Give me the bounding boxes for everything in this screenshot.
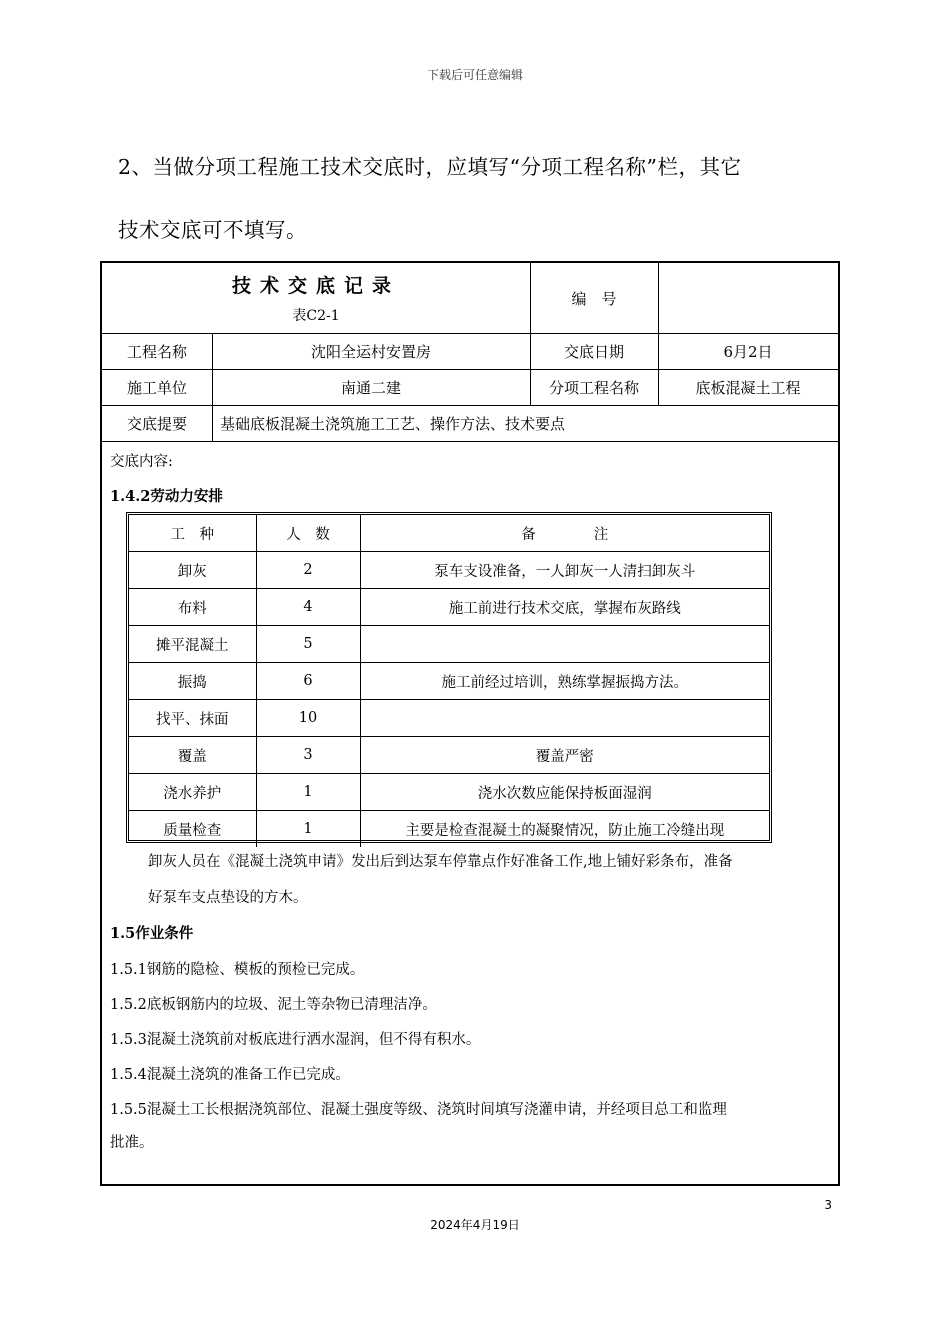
disclosure-date-label: 交底日期: [563, 342, 624, 361]
table-row: [129, 737, 769, 774]
content-label: 交底内容:: [110, 454, 173, 470]
project-name-label: 工程名称: [126, 342, 187, 361]
condition-item: 1.5.4混凝土浇筑的准备工作已完成。: [110, 1067, 350, 1083]
table-row: [129, 626, 769, 663]
form-number: 表C2-1: [292, 308, 340, 324]
page-number: 3: [824, 1198, 832, 1212]
count-cell: 6: [256, 663, 360, 700]
remark-cell: 主要是检查混凝土的凝聚情况，防止施工冷缝出现: [360, 811, 769, 848]
remark-cell: 泵车支设准备，一人卸灰一人清扫卸灰斗: [360, 552, 769, 589]
remark-cell: [360, 700, 769, 737]
trade-cell: 找平、抹面: [129, 700, 256, 737]
trade-cell: 覆盖: [129, 737, 256, 774]
form-title: 技术交底记录: [231, 274, 400, 297]
contractor-label: 施工单位: [126, 378, 187, 397]
condition-item: 1.5.1钢筋的隐检、模板的预检已完成。: [110, 962, 365, 978]
table-row: [129, 589, 769, 626]
intro-line-2: 技术交底可不填写。: [118, 218, 307, 242]
condition-item: 1.5.3混凝土浇筑前对板底进行洒水湿润，但不得有积水。: [110, 1032, 481, 1048]
labor-heading: 1.4.2劳动力安排: [110, 488, 223, 505]
table-row: [129, 774, 769, 811]
trade-cell: 质量检查: [129, 811, 256, 848]
footer-date: 2024年4月19日: [430, 1218, 520, 1232]
remark-cell: 施工前进行技术交底，掌握布灰路线: [360, 589, 769, 626]
table-row: [129, 811, 769, 848]
trade-cell: 布料: [129, 589, 256, 626]
summary-value: 基础底板混凝土浇筑施工工艺、操作方法、技术要点: [220, 414, 566, 433]
remark-cell: [360, 626, 769, 663]
intro-line-1: 2、当做分项工程施工技术交底时，应填写“分项工程名称”栏，其它: [118, 155, 742, 179]
labor-table: [126, 512, 772, 843]
condition-item: 批准。: [110, 1135, 154, 1151]
table-row: [129, 663, 769, 700]
summary-label: 交底提要: [126, 414, 187, 433]
count-cell: 2: [256, 552, 360, 589]
trade-cell: 浇水养护: [129, 774, 256, 811]
project-name-value: 沈阳全运村安置房: [310, 342, 431, 361]
condition-item: 1.5.2底板钢筋内的垃圾、泥土等杂物已清理洁净。: [110, 997, 437, 1013]
header-cell: 备 注: [360, 515, 769, 552]
trade-cell: 卸灰: [129, 552, 256, 589]
condition-item: 1.5.5混凝土工长根据浇筑部位、混凝土强度等级、浇筑时间填写浇灌申请，并经项目总工和监理: [110, 1102, 727, 1118]
remark-cell: 浇水次数应能保持板面湿润: [360, 774, 769, 811]
remark-cell: 施工前经过培训，熟练掌握振捣方法。: [360, 663, 769, 700]
header-cell: 人 数: [256, 515, 360, 552]
serial-number-label: 编 号: [571, 289, 617, 308]
labor-note-line-2: 好泵车支点垫设的方木。: [148, 890, 308, 906]
count-cell: 1: [256, 774, 360, 811]
subproject-label: 分项工程名称: [548, 378, 639, 397]
labor-table-header: [129, 515, 769, 552]
header-cell: 工 种: [129, 515, 256, 552]
count-cell: 1: [256, 811, 360, 848]
table-row: [129, 552, 769, 589]
count-cell: 3: [256, 737, 360, 774]
conditions-heading: 1.5作业条件: [110, 925, 194, 942]
trade-cell: 振捣: [129, 663, 256, 700]
count-cell: 10: [256, 700, 360, 737]
table-row: [129, 700, 769, 737]
header-note: 下载后可任意编辑: [426, 68, 523, 82]
contractor-value: 南通二建: [340, 378, 401, 397]
remark-cell: 覆盖严密: [360, 737, 769, 774]
serial-number-value: [658, 263, 838, 333]
disclosure-record-form: [100, 261, 840, 1186]
count-cell: 5: [256, 626, 360, 663]
count-cell: 4: [256, 589, 360, 626]
labor-note-line-1: 卸灰人员在《混凝土浇筑申请》发出后到达泵车停靠点作好准备工作,地上铺好彩条布，准备: [148, 854, 733, 870]
subproject-value: 底板混凝土工程: [695, 378, 801, 397]
disclosure-date-value: 6月2日: [723, 342, 773, 361]
trade-cell: 摊平混凝土: [129, 626, 256, 663]
